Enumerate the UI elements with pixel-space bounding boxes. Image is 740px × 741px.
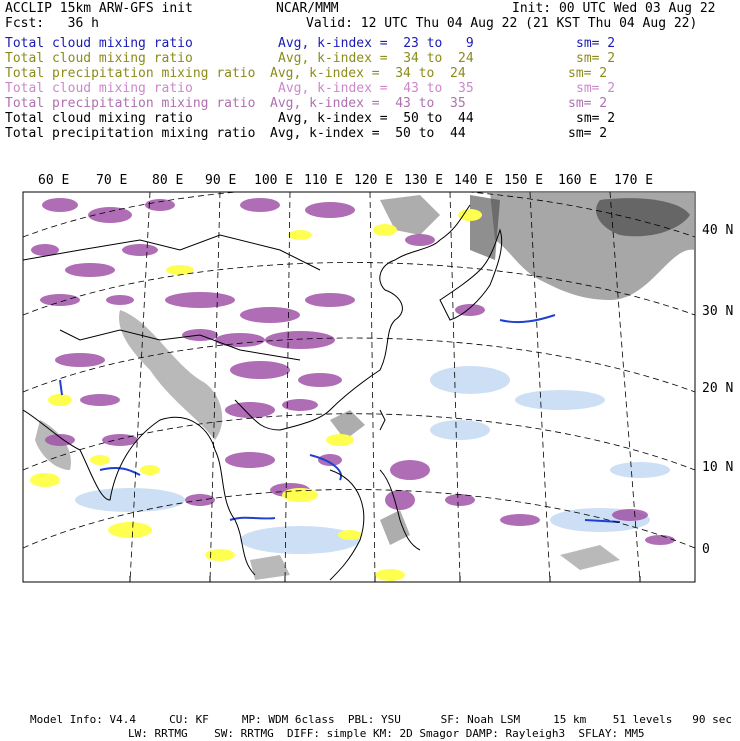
org-title: NCAR/MMM <box>276 1 339 16</box>
field-sm: sm= 2 <box>576 81 616 96</box>
field-avg: Avg, k-index = 34 to 24 <box>270 66 466 81</box>
field-name: Total precipitation mixing ratio <box>5 126 256 141</box>
field-sm: sm= 2 <box>576 51 616 66</box>
lon-label: 140 E <box>454 173 494 188</box>
lat-label: 20 N <box>702 381 734 396</box>
field-sm: sm= 2 <box>568 96 608 111</box>
field-avg: Avg, k-index = 50 to 44 <box>270 126 466 141</box>
field-avg: Avg, k-index = 34 to 24 <box>278 51 474 66</box>
field-name: Total precipitation mixing ratio <box>5 66 256 81</box>
model-info: Model Info: V4.4 CU: KF MP: WDM 6class PBL: YSU SF: Noah LSM 15 km 51 levels 90 sec <box>30 713 732 726</box>
field-avg: Avg, k-index = 23 to 9 <box>278 36 474 51</box>
field-avg: Avg, k-index = 43 to 35 <box>278 81 474 96</box>
forecast-hour: Fcst: 36 h <box>5 16 99 31</box>
lon-label: 70 E <box>96 173 128 188</box>
lon-label: 160 E <box>558 173 598 188</box>
field-name: Total cloud mixing ratio <box>5 81 193 96</box>
field-name: Total cloud mixing ratio <box>5 36 193 51</box>
field-name: Total precipitation mixing ratio <box>5 96 256 111</box>
field-avg: Avg, k-index = 50 to 44 <box>278 111 474 126</box>
lat-label: 0 <box>702 542 710 557</box>
lon-label: 100 E <box>254 173 294 188</box>
physics-info: LW: RRTMG SW: RRTMG DIFF: simple KM: 2D Smagor DAMP: Rayleigh3 SFLAY: MM5 <box>128 727 645 740</box>
lon-label: 130 E <box>404 173 444 188</box>
field-sm: sm= 2 <box>568 66 608 81</box>
lat-label: 10 N <box>702 460 734 475</box>
field-sm: sm= 2 <box>576 111 616 126</box>
field-name: Total cloud mixing ratio <box>5 111 193 126</box>
lat-label: 40 N <box>702 223 734 238</box>
lon-label: 80 E <box>152 173 184 188</box>
model-title: ACCLIP 15km ARW-GFS init <box>5 1 193 16</box>
longitude-labels <box>38 173 653 188</box>
lon-label: 90 E <box>205 173 237 188</box>
lon-label: 150 E <box>504 173 544 188</box>
lon-label: 120 E <box>354 173 394 188</box>
init-time: Init: 00 UTC Wed 03 Aug 22 <box>512 1 716 16</box>
latitude-labels <box>702 223 733 557</box>
lon-label: 110 E <box>304 173 344 188</box>
field-sm: sm= 2 <box>568 126 608 141</box>
field-sm: sm= 2 <box>576 36 616 51</box>
lon-label: 60 E <box>38 173 70 188</box>
field-name: Total cloud mixing ratio <box>5 51 193 66</box>
lon-label: 170 E <box>614 173 654 188</box>
field-avg: Avg, k-index = 43 to 35 <box>270 96 466 111</box>
lat-label: 30 N <box>702 304 734 319</box>
valid-time: Valid: 12 UTC Thu 04 Aug 22 (21 KST Thu 04 Aug 22) <box>306 16 698 31</box>
